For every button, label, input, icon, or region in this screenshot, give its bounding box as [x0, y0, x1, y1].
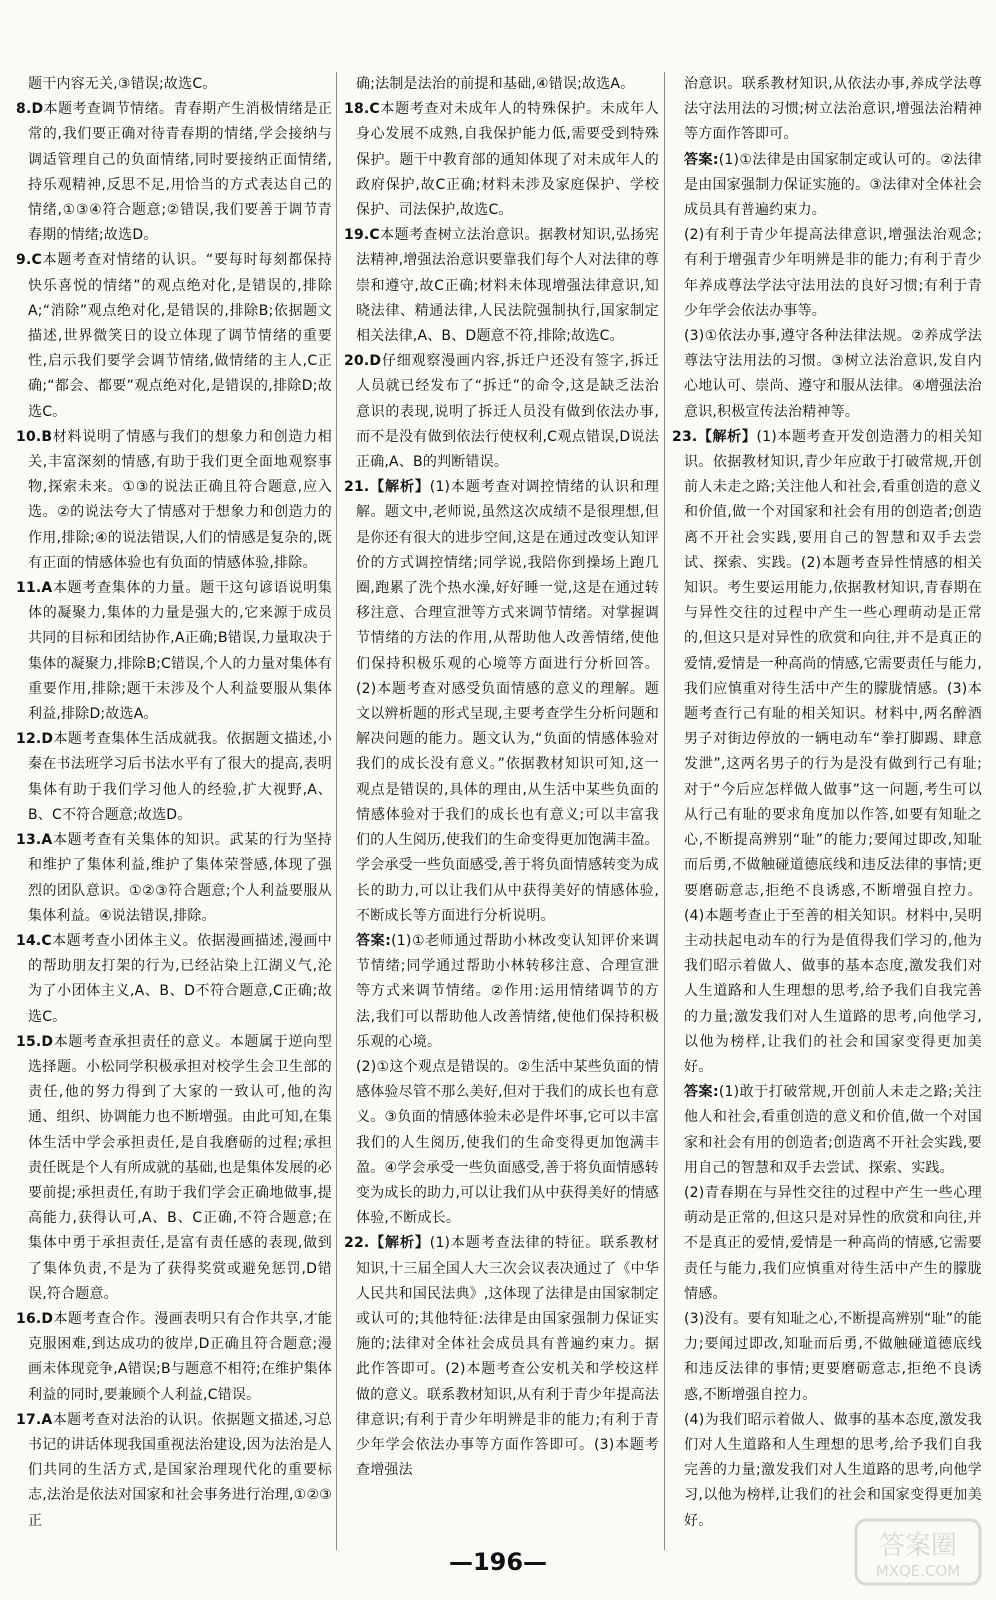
question-number: 16.D: [16, 1310, 54, 1327]
answer-paragraph: [16, 425, 332, 576]
question-number: 10.B: [16, 428, 53, 445]
question-number: 19.C: [344, 227, 380, 244]
answer-paragraph: [16, 1408, 332, 1534]
question-number: 14.C: [16, 932, 52, 949]
answer-text: 治意识。联系教材知识,从依法办事,养成学法尊法守法用法的习惯;树立法治意识,增强法治精神等方面作答即可。: [684, 76, 982, 143]
answer-paragraph: [672, 324, 982, 425]
answer-paragraph: [16, 576, 332, 727]
question-number: 9.C: [16, 252, 42, 269]
answer-paragraph: [672, 72, 982, 148]
answer-text: (1)敢于打破常规,开创前人未走之路;关注他人和社会,看重创造的意义和价值,做一个对国家和社会有用的创造者;创造离不开社会实践,要用自己的智慧和双手去尝试、探索、实践。: [684, 1084, 982, 1176]
answer-text: (2)有利于青少年提高法律意识,增强法治观念;有利于增强青少年明辨是非的能力;有利于青少年养成尊法学法守法用法的良好习惯;有利于青少年学会依法办事等。: [684, 227, 982, 319]
answer-paragraph: [16, 929, 332, 1030]
answer-text: 本题考查对情绪的认识。“要每时每刻都保持快乐喜悦的情绪”的观点绝对化,是错误的,排除A;“消除”观点绝对化,是错误的,排除B;依据题文描述,世界微笑日的设立体现了调节情绪的重要性,启示我们要学会调节情绪,做情绪的主人,C正确;“都会、都要”观点绝对化,是错误的,排除D;故选C。: [28, 252, 332, 420]
question-number: 答案:: [684, 151, 719, 168]
question-number: 18.C: [344, 101, 380, 118]
answer-text: 本题考查对未成年人的特殊保护。未成年人身心发展不成熟,自我保护能力低,需要受到特殊保护。题干中教育部的通知体现了对未成年人的政府保护,故C正确;材料未涉及家庭保护、学校保护、司法保护,故选C。: [356, 101, 659, 219]
column-middle: [344, 72, 659, 1483]
answer-text: (1)①老师通过帮助小林改变认知评价来调节情绪;同学通过帮助小林转移注意、合理宣泄等方式来调节情绪。②作用:运用情绪调节的方法,我们可以帮助他人改善情绪,使他们保持积极乐观的心境。: [356, 932, 659, 1050]
answer-text: (1)本题考查法律的特征。联系教材知识,十三届全国人大三次会议表决通过了《中华人民共和国民法典》,这体现了法律是由国家制定或认可的;其他特征:法律是由国家强制力保证实施的;法律对全体社会成员具有普遍约束力。据此作答即可。(2)本题考查公安机关和学校这样做的意义。联系教材知识,从有利于青少年提高法律意识;有利于青少年明辨是非的能力;有利于青少年学会依法办事等方面作答即可。(3)本题考查增强法: [356, 1235, 660, 1479]
question-number: 22.【解析】: [344, 1235, 430, 1252]
answer-paragraph: [16, 1307, 332, 1408]
answer-text: (3)没有。要有知耻之心,不断提高辨别“耻”的能力;要闻过即改,知耻而后勇,不做触碰道德底线和违反法律的事情;更要磨砺意志,拒绝不良诱惑,不断增强自控力。: [684, 1310, 982, 1403]
answer-paragraph: [16, 1030, 332, 1307]
answer-paragraph: [672, 1408, 982, 1534]
column-divider: [336, 72, 337, 1550]
answer-paragraph: [344, 223, 659, 349]
watermark-logo: [854, 1518, 982, 1586]
answer-text: 本题考查合作。漫画表明只有合作共享,才能克服困难,到达成功的彼岸,D正确且符合题意;漫画未体现竞争,A错误;B与题意不相符;在维护集体利益的同时,要兼顾个人利益,C错误。: [28, 1310, 332, 1403]
answer-text: (2)①这个观点是错误的。②生活中某些负面的情感体验尽管不那么美好,但对于我们的成长也有意义。③负面的情感体验未必是件坏事,它可以丰富我们的人生阅历,使我们的生命变得更加饱满丰盈。④学会承受一些负面感受,善于将负面情感转变为成长的助力,可以让我们从中获得美好的情感体验,不断成长。: [356, 1058, 659, 1227]
answer-text: (3)①依法办事,遵守各种法律法规。②养成学法尊法守法用法的习惯。③树立法治意识,发自内心地认可、崇尚、遵守和服从法律。④增强法治意识,积极宣传法治精神等。: [684, 328, 982, 420]
answer-text: 题干内容无关,③错误;故选C。: [28, 76, 217, 92]
answer-text: 本题考查调节情绪。青春期产生消极情绪是正常的,我们要正确对待青春期的情绪,学会接纳与调适管理自己的负面情绪,同时要接纳正面情绪,持乐观精神,反思不足,用恰当的方式表达自己的情绪,①③④符合题意;②错误,我们要善于调节青春期的情绪;故选D。: [28, 101, 332, 244]
answer-paragraph: [16, 97, 332, 248]
watermark-url: MXQE.COM: [875, 1562, 961, 1580]
question-number: 20.D: [344, 353, 382, 370]
answer-paragraph: [672, 1181, 982, 1307]
answer-paragraph: [344, 929, 659, 1055]
answer-paragraph: [344, 349, 659, 475]
answer-paragraph: [16, 248, 332, 424]
watermark-text: 答案圈: [878, 1531, 958, 1561]
question-number: 8.D: [16, 101, 44, 118]
answer-paragraph: [344, 97, 659, 223]
answer-paragraph: [16, 828, 332, 929]
answer-text: (2)青春期在与异性交往的过程中产生一些心理萌动是正常的,但这只是对异性的欣赏和向往,并不是真正的爱情,爱情是一种高尚的情感,它需要责任与能力,我们应慎重对待生活中产生的朦胧情感。: [684, 1184, 982, 1302]
question-number: 11.A: [16, 580, 53, 597]
answer-text: 本题考查树立法治意识。据教材知识,弘扬宪法精神,增强法治意识要靠我们每个人对法律的尊崇和遵守,故C正确;材料未体现增强法律意识,知晓法律、精通法律,人民法院强制执行,国家制定相关法律,A、B、D题意不符,排除;故选C。: [356, 227, 659, 345]
answer-text: 本题考查小团体主义。依据漫画描述,漫画中的帮助朋友打架的行为,已经沾染上江湖义气,沦为了小团体主义,A、B、D不符合题意,C正确;故选C。: [28, 932, 332, 1025]
answer-paragraph: [672, 1307, 982, 1408]
page-number: —196—: [448, 1548, 548, 1576]
answer-text: 本题考查对法治的认识。依据题文描述,习总书记的讲话体现我国重视法治建设,因为法治是人们共同的生活方式,是国家治理现代化的重要标志,法治是依法对国家和社会事务进行治理,①②③正: [28, 1411, 332, 1529]
column-left: [16, 72, 332, 1534]
answer-text: 仔细观察漫画内容,拆迁户还没有签字,拆迁人员就已经发布了“拆迁”的命令,这是缺乏法治意识的表现,说明了拆迁人员没有做到依法办事,而不是没有做到依法行使权利,C观点错误,D说法正确,A、B的判断错误。: [356, 353, 659, 471]
question-number: 13.A: [16, 832, 53, 849]
answer-paragraph: [672, 148, 982, 224]
answer-paragraph: [344, 1231, 659, 1483]
answer-text: 确;法制是法治的前提和基础,④错误;故选A。: [356, 76, 635, 92]
answer-paragraph: [344, 72, 659, 97]
answer-text: (4)为我们昭示着做人、做事的基本态度,激发我们对人生道路和人生理想的思考,给予我们自我完善的力量;激发我们对人生道路的思考,向他学习,以他为榜样,让我们的社会和国家变得更加美好。: [684, 1411, 982, 1529]
answer-paragraph: [672, 223, 982, 324]
answer-text: (1)①法律是由国家制定或认可的。②法律是由国家强制力保证实施的。③法律对全体社会成员具有普遍约束力。: [684, 151, 982, 219]
answer-paragraph: [344, 475, 659, 929]
column-right: [672, 72, 982, 1534]
answer-paragraph: [672, 1080, 982, 1181]
answer-paragraph: [672, 425, 982, 1080]
question-number: 12.D: [16, 731, 54, 748]
answer-paragraph: [344, 1055, 659, 1231]
answer-text: 本题考查有关集体的知识。武某的行为坚持和维护了集体利益,维护了集体荣誉感,体现了强烈的团队意识。①②③符合题意;个人利益要服从集体利益。④说法错误,排除。: [28, 832, 332, 924]
answer-text: 本题考查集体的力量。题干这句谚语说明集体的凝聚力,集体的力量是强大的,它来源于成员共同的目标和团结协作,A正确;B错误,力量取决于集体的凝聚力,排除B;C错误,个人的力量对集体有重要作用,排除;题干未涉及个人利益要服从集体利益,排除D;故选A。: [28, 580, 332, 723]
answer-text: (1)本题考查开发创造潜力的相关知识。依据教材知识,青少年应敢于打破常规,开创前人未走之路;关注他人和社会,看重创造的意义和价值,做一个对国家和社会有用的创造者;创造离不开社会实践,要用自己的智慧和双手去尝试、探索、实践。(2)本题考查异性情感的相关知识。考生要运用能力,依据教材知识,青春期在与异性交往的过程中产生一些心理萌动是正常的,但这只是对异性的欣赏和向往,并不是真正的爱情,爱情是一种高尚的情感,它需要责任与能力,我们应慎重对待生活中产生的朦胧情感。(3)本题考查行己有耻的相关知识。材料中,两名醉酒男子对街边停放的一辆电动车“拳打脚踢、肆意发泄”,这两名男子的行为是没有做到行己有耻;对于“今后应怎样做人做事”这一问题,考生可以从行己有耻的要求角度加以作答,如要有知耻之心,不断提高辨别“耻”的能力;要闻过即改,知耻而后勇,不做触碰道德底线和违反法律的事情;更要磨砺意志,拒绝不良诱惑,不断增强自控力。(4)本题考查止于至善的相关知识。材料中,吴明主动扶起电动车的行为是值得我们学习的,他为我们昭示着做人、做事的基本态度,激发我们对人生道路和人生理想的思考,给予我们自我完善的力量;激发我们对人生道路的思考,向他学习,以他为榜样,让我们的社会和国家变得更加美好。: [684, 428, 983, 1075]
answer-text: (1)本题考查对调控情绪的认识和理解。题文中,老师说,虽然这次成绩不是很理想,但是你还有很大的进步空间,这是在通过改变认知评价的方式调控情绪;同学说,我陪你到操场上跑几圈,跑累了洗个热水澡,好好睡一觉,这是在通过转移注意、合理宣泄等方式来调节情绪。对掌握调节情绪的方法的作用,从帮助他人改善情绪,使他们保持积极乐观的心境等方面进行分析回答。(2)本题考查对感受负面情感的意义的理解。题文以辨析题的形式呈现,主要考查学生分析问题和解决问题的能力。题文认为,“负面的情感体验对我们的成长没有意义。”依据教材知识可知,这一观点是错误的,具体的理由,从生活中某些负面的情感体验对于我们的成长也有意义;可以丰富我们的人生阅历,使我们的生命变得更加饱满丰盈。学会承受一些负面感受,善于将负面情感转变为成长的助力,可以让我们从中获得美好的情感体验,不断成长等方面进行分析说明。: [356, 479, 660, 924]
answer-paragraph: [16, 727, 332, 828]
answer-paragraph: [16, 72, 332, 97]
question-number: 17.A: [16, 1411, 53, 1428]
column-divider: [664, 72, 665, 1550]
answer-text: 本题考查承担责任的意义。本题属于逆向型选择题。小松同学积极承担对校学生会卫生部的责任,他的努力得到了大家的一致认可,他的沟通、组织、协调能力也不断增强。由此可知,在集体生活中学会承担责任,是自我磨砺的过程;承担责任既是个人有所成就的基础,也是集体发展的必要前提;承担责任,有助于我们学会正确地做事,提高能力,获得认可,A、B、C正确,不符合题意;在集体中勇于承担责任,是富有责任感的表现,做到了集体负责,不是为了获得奖赏或避免惩罚,D错误,符合题意。: [28, 1033, 332, 1302]
question-number: 23.【解析】: [672, 428, 757, 445]
question-number: 15.D: [16, 1033, 54, 1050]
answer-text: 本题考查集体生活成就我。依据题文描述,小秦在书法班学习后书法水平有了很大的提高,表明集体有助于我们学习他人的经验,扩大视野,A、B、C不符合题意;故选D。: [28, 731, 332, 823]
answer-text: 材料说明了情感与我们的想象力和创造力相关,丰富深刻的情感,有助于我们更全面地观察事物,探索未来。①③的说法正确且符合题意,应入选。②的说法夸大了情感对于想象力和创造力的作用,排除;④的说法错误,人们的情感是复杂的,既有正面的情感体验也有负面的情感体验,排除。: [28, 428, 332, 571]
question-number: 答案:: [356, 932, 392, 949]
question-number: 答案:: [684, 1084, 719, 1101]
question-number: 21.【解析】: [344, 479, 430, 496]
